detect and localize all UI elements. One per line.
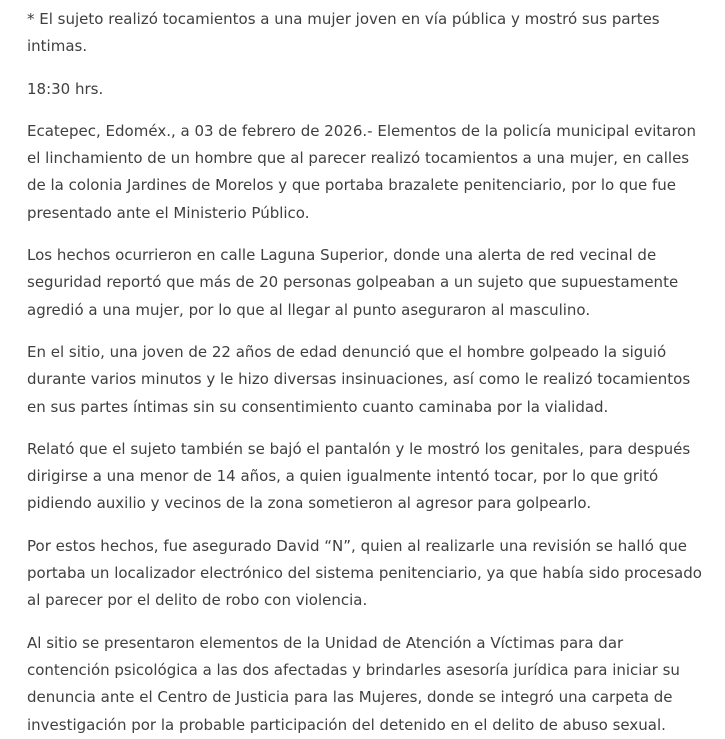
article-paragraph: Al sitio se presentaron elementos de la Unidad de Atención a Víctimas para dar contención psicológica a las dos afectadas y brindarles asesoría jurídica para iniciar su denuncia ante el Centro de Justicia para las Mujeres, donde se integró una carpeta de investigación por la probable participación del detenido en el delito de abuso sexual. — [27, 633, 680, 734]
article-paragraph: Por estos hechos, fue asegurado David “N”, quien al realizarle una revisión se halló que portaba un localizador electrónico del sistema penitenciario, ya que había sido procesado al parecer por el delito de robo con violencia. — [27, 536, 702, 610]
article-time: 18:30 hrs. — [27, 79, 104, 98]
article-paragraph: Ecatepec, Edoméx., a 03 de febrero de 2026.- Elementos de la policía municipal evitaron el linchamiento de un hombre que al parecer realizó tocamientos a una mujer, en calles de la colonia Jardines de Morelos y que portaba brazalete penitenciario, por lo que fue presentado ante el Ministerio Público. — [27, 121, 696, 222]
article-summary-bullet: * El sujeto realizó tocamientos a una mujer joven en vía pública y mostró sus partes intimas. — [27, 10, 660, 56]
article-paragraph: Los hechos ocurrieron en calle Laguna Superior, donde una alerta de red vecinal de seguridad reportó que más de 20 personas golpeaban a un sujeto que supuestamente agredió a una mujer, por lo que al llegar al punto aseguraron al masculino. — [27, 246, 679, 319]
article-paragraph: Relató que el sujeto también se bajó el pantalón y le mostró los genitales, para después dirigirse a una menor de 14 años, a quien igualmente intentó tocar, por lo que gritó pidiendo auxilio y vecinos de la zona sometieron al agresor para golpearlo. — [27, 439, 691, 513]
article-paragraph: En el sitio, una joven de 22 años de edad denunció que el hombre golpeado la siguió durante varios minutos y le hizo diversas insinuaciones, así como le realizó tocamientos en sus partes íntimas sin su consentimiento cuanto caminaba por la vialidad. — [27, 342, 691, 416]
